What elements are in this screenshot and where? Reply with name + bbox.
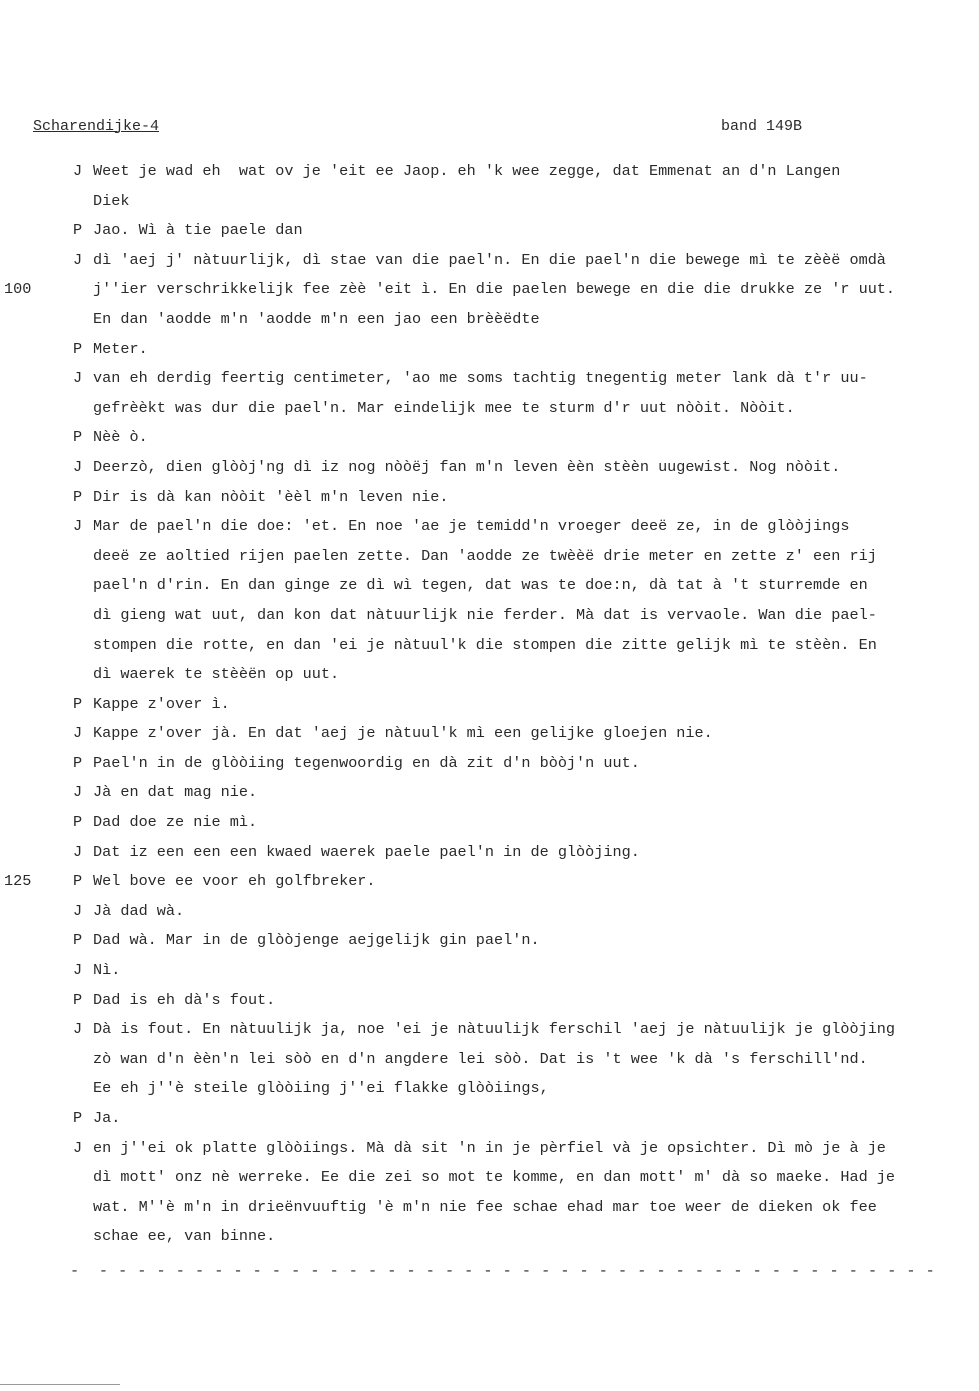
speaker-label: P: [73, 487, 83, 506]
utterance-text: Ja.: [93, 1109, 121, 1127]
transcript-turn: [0, 483, 979, 513]
page-header: [33, 118, 833, 142]
transcript: [0, 157, 979, 1252]
transcript-turn: [0, 867, 979, 897]
end-dashed-line: - - - - - - - - - - - - - - - - - - - - - - - - - - - - - - - - - - - - - - - - - - - - -: [70, 1262, 936, 1280]
utterance-text: Kappe z'over ì.: [93, 694, 230, 713]
speaker-label: P: [73, 339, 83, 358]
utterance-text: Jà en dat mag nie.: [93, 783, 258, 802]
transcript-turn: [0, 453, 979, 483]
utterance-text: Nì.: [93, 961, 121, 980]
utterance-text: Nèè ò.: [93, 428, 148, 447]
transcript-turn: [0, 1015, 979, 1104]
transcript-turn: [0, 364, 979, 423]
transcript-turn: [0, 1134, 979, 1252]
line-number: 125: [4, 872, 32, 891]
utterance-text: Weet je wad eh wat ov je 'eit ee Jaop. eh 'k wee zegge, dat Emmenat an d'n Langen Diek: [93, 162, 841, 210]
utterance-text: en j''ei ok platte glòòiings. Mà dà sit 'n in je pèrfiel và je opsichter. Dì mò je à je dì mott' onz nè werreke. Ee die zei so mot te komme, en dan mott' m' dà so maeke. Had je wat. M''è m'n in drieënvuuftig 'è m'n nie fee schae ehad mar toe weer de dieken ok fee schae ee, van binne.: [93, 1138, 896, 1246]
bottom-rule: [0, 1384, 120, 1385]
speaker-label: J: [73, 961, 83, 980]
utterance-text: Jao. Wì à tie paele dan: [93, 221, 303, 240]
utterance-text: Dat iz een een een kwaed waerek paele pael'n in de glòòjing.: [93, 842, 640, 861]
transcript-turn: [0, 926, 979, 956]
speaker-label: J: [73, 517, 83, 536]
speaker-label: J: [73, 250, 83, 269]
transcript-turn: [0, 335, 979, 365]
speaker-label: J: [73, 842, 83, 861]
speaker-label: P: [73, 221, 83, 240]
speaker-label: J: [73, 369, 83, 388]
utterance-text: van eh derdig feertig centimeter, 'ao me soms tachtig tnegentig meter lank dà t'r uu- gefrèèkt was dur die pael'n. Mar eindelijk mee te sturm d'r uut nòòit. Nòòit.: [93, 369, 868, 417]
utterance-text: Jà dad wà.: [93, 901, 185, 920]
speaker-label: P: [73, 694, 83, 713]
band-label: band 149B: [721, 118, 803, 135]
utterance-text: Deerzò, dien glòòj'ng dì iz nog nòòëj fan m'n leven èèn stèèn uugewist. Nog nòòit.: [93, 457, 841, 476]
speaker-label: P: [73, 872, 83, 891]
utterance-text: Pael'n in de glòòiing tegenwoordig en dà zit d'n bòòj'n uut.: [93, 753, 640, 772]
transcript-turn: [0, 956, 979, 986]
line-number: 100: [4, 280, 32, 299]
speaker-label: P: [73, 931, 83, 950]
utterance-text: Meter.: [93, 339, 148, 358]
transcript-turn: [0, 690, 979, 720]
transcript-turn: [0, 719, 979, 749]
transcript-turn: [0, 1104, 979, 1134]
utterance-text: Kappe z'over jà. En dat 'aej je nàtuul'k mì een gelijke gloejen nie.: [93, 724, 713, 743]
transcript-turn: [0, 423, 979, 453]
speaker-label: P: [73, 990, 83, 1009]
speaker-label: J: [73, 1020, 83, 1039]
speaker-label: J: [73, 901, 83, 920]
utterance-text: Dà is fout. En nàtuulijk ja, noe 'ei je nàtuulijk ferschil 'aej je nàtuulijk je glòòjing zò wan d'n èèn'n lei sòò en d'n angdere lei sòò. Dat is 't wee 'k dà 's ferschill'nd. Ee eh j''è steile glòòiing j''ei flakke glòòiings,: [93, 1020, 896, 1098]
speaker-label: P: [73, 1109, 83, 1127]
transcript-turn: [0, 216, 979, 246]
utterance-text: Mar de pael'n die doe: 'et. En noe 'ae je temidd'n vroeger deeë ze, in de glòòjings deeë ze aoltied rijen paelen zette. Dan 'aodde ze twèèë drie meter en zette z' een rij pael'n d'rin. En dan ginge ze dì wì tegen, dat was te doe:n, dà tat à 't sturremde en dì gieng wat uut, dan kon dat nàtuurlijk nie ferder. Mà dat is vervaole. Wan die pael- stompen die rotte, en dan 'ei je nàtuul'k die stompen die zitte gelijk mì te stèèn. En dì waerek te stèèën op uut.: [93, 517, 877, 684]
speaker-label: J: [73, 1138, 83, 1157]
transcript-turn: [0, 749, 979, 779]
utterance-text: Dad wà. Mar in de glòòjenge aejgelijk gin pael'n.: [93, 931, 540, 950]
utterance-text: Wel bove ee voor eh golfbreker.: [93, 872, 376, 891]
speaker-label: J: [73, 457, 83, 476]
utterance-text: Dir is dà kan nòòit 'èèl m'n leven nie.: [93, 487, 449, 506]
speaker-label: P: [73, 753, 83, 772]
transcript-turn: [0, 838, 979, 868]
speaker-label: J: [73, 783, 83, 802]
transcript-turn: [0, 808, 979, 838]
utterance-text: j''ier verschrikkelijk fee zèè 'eit ì. En die paelen bewege en die die drukke ze 'r uut. En dan 'aodde m'n 'aodde m'n een jao een brèèëdte: [93, 280, 896, 328]
speaker-label: P: [73, 813, 83, 832]
transcript-turn: [0, 275, 979, 334]
transcript-turn: [0, 897, 979, 927]
transcript-turn: [0, 778, 979, 808]
transcript-turn: [0, 986, 979, 1016]
document-title: Scharendijke-4: [33, 118, 160, 135]
transcript-turn: [0, 512, 979, 690]
speaker-label: J: [73, 724, 83, 743]
transcript-turn: [0, 246, 979, 276]
utterance-text: Dad is eh dà's fout.: [93, 990, 276, 1009]
transcript-turn: [0, 157, 979, 216]
speaker-label: J: [73, 162, 83, 180]
utterance-text: dì 'aej j' nàtuurlijk, dì stae van die pael'n. En die pael'n die bewege mì te zèèë omdà: [93, 250, 886, 269]
utterance-text: Dad doe ze nie mì.: [93, 813, 258, 832]
speaker-label: P: [73, 428, 83, 447]
